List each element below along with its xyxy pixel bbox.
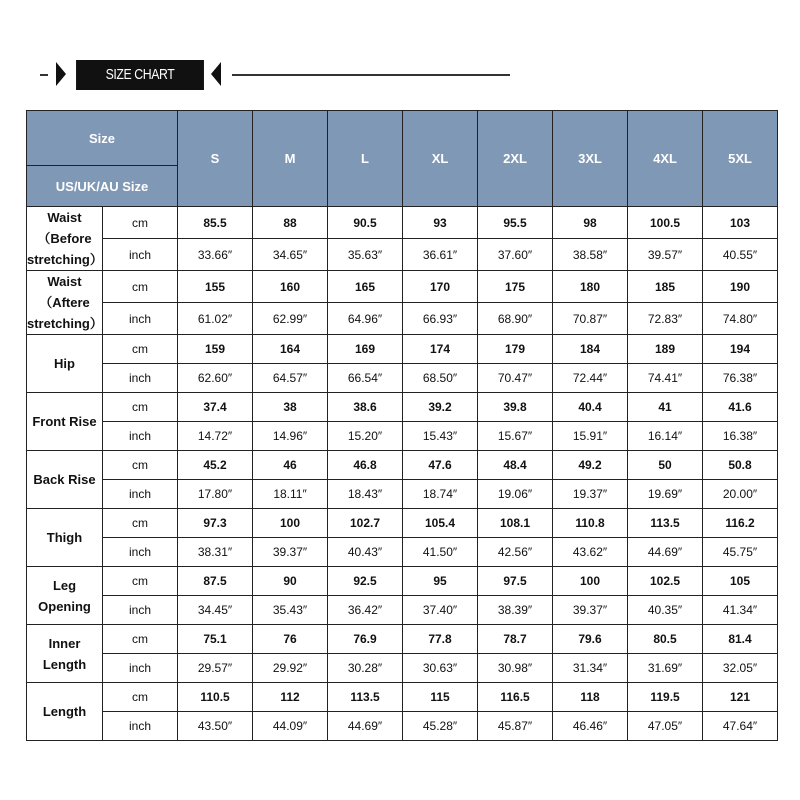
cell-cm: 45.2 <box>178 451 253 480</box>
cell-inch: 19.06″ <box>478 480 553 509</box>
cell-inch: 38.39″ <box>478 596 553 625</box>
cell-cm: 118 <box>553 683 628 712</box>
size-col-s: S <box>178 111 253 207</box>
cell-cm: 155 <box>178 271 253 303</box>
cell-inch: 36.42″ <box>328 596 403 625</box>
cell-cm: 165 <box>328 271 403 303</box>
cell-inch: 29.92″ <box>253 654 328 683</box>
cell-cm: 100.5 <box>628 207 703 239</box>
cell-inch: 15.67″ <box>478 422 553 451</box>
measurement-label <box>27 335 103 393</box>
cell-cm: 48.4 <box>478 451 553 480</box>
cell-inch: 20.00″ <box>703 480 778 509</box>
cell-cm: 174 <box>403 335 478 364</box>
unit-inch: inch <box>103 239 178 271</box>
measurement-rows <box>27 207 778 741</box>
unit-cm: cm <box>103 509 178 538</box>
cell-inch: 68.50″ <box>403 364 478 393</box>
size-col-m: M <box>253 111 328 207</box>
unit-inch: inch <box>103 480 178 509</box>
size-chart-table <box>26 110 778 741</box>
cell-inch: 44.69″ <box>328 712 403 741</box>
unit-inch: inch <box>103 303 178 335</box>
unit-inch: inch <box>103 364 178 393</box>
unit-cm: cm <box>103 271 178 303</box>
cell-cm: 95 <box>403 567 478 596</box>
cell-cm: 189 <box>628 335 703 364</box>
cell-cm: 90.5 <box>328 207 403 239</box>
cell-inch: 40.55″ <box>703 239 778 271</box>
cell-inch: 31.34″ <box>553 654 628 683</box>
cell-cm: 185 <box>628 271 703 303</box>
cell-inch: 62.60″ <box>178 364 253 393</box>
cell-cm: 190 <box>703 271 778 303</box>
unit-inch: inch <box>103 422 178 451</box>
cell-inch: 14.96″ <box>253 422 328 451</box>
table-row <box>27 393 778 422</box>
measurement-label <box>27 683 103 741</box>
cell-cm: 119.5 <box>628 683 703 712</box>
measurement-label-text: Waist （Before stretching） <box>27 210 103 267</box>
cell-inch: 39.37″ <box>253 538 328 567</box>
cell-cm: 79.6 <box>553 625 628 654</box>
cell-cm: 100 <box>253 509 328 538</box>
cell-inch: 47.64″ <box>703 712 778 741</box>
cell-cm: 50.8 <box>703 451 778 480</box>
cell-cm: 180 <box>553 271 628 303</box>
measurement-label <box>27 625 103 683</box>
cell-cm: 108.1 <box>478 509 553 538</box>
cell-cm: 46.8 <box>328 451 403 480</box>
banner-ribbon-tail-left <box>56 62 66 86</box>
cell-inch: 36.61″ <box>403 239 478 271</box>
banner-ribbon-tail-right <box>211 62 221 86</box>
cell-cm: 97.3 <box>178 509 253 538</box>
unit-cm: cm <box>103 683 178 712</box>
table-row <box>27 538 778 567</box>
cell-cm: 77.8 <box>403 625 478 654</box>
cell-inch: 37.60″ <box>478 239 553 271</box>
cell-cm: 40.4 <box>553 393 628 422</box>
cell-inch: 66.93″ <box>403 303 478 335</box>
size-col-3xl: 3XL <box>553 111 628 207</box>
cell-cm: 39.2 <box>403 393 478 422</box>
unit-cm: cm <box>103 567 178 596</box>
cell-cm: 100 <box>553 567 628 596</box>
cell-cm: 170 <box>403 271 478 303</box>
measurement-label-text: Back Rise <box>33 472 96 487</box>
cell-inch: 18.11″ <box>253 480 328 509</box>
cell-cm: 47.6 <box>403 451 478 480</box>
cell-inch: 70.87″ <box>553 303 628 335</box>
cell-cm: 38 <box>253 393 328 422</box>
table-row <box>27 364 778 393</box>
measurement-label <box>27 393 103 451</box>
cell-cm: 115 <box>403 683 478 712</box>
cell-inch: 40.43″ <box>328 538 403 567</box>
cell-inch: 45.75″ <box>703 538 778 567</box>
cell-cm: 37.4 <box>178 393 253 422</box>
cell-inch: 34.65″ <box>253 239 328 271</box>
cell-cm: 80.5 <box>628 625 703 654</box>
cell-cm: 87.5 <box>178 567 253 596</box>
cell-inch: 46.46″ <box>553 712 628 741</box>
cell-cm: 160 <box>253 271 328 303</box>
cell-cm: 121 <box>703 683 778 712</box>
size-col-2xl: 2XL <box>478 111 553 207</box>
cell-inch: 44.69″ <box>628 538 703 567</box>
banner-dash <box>40 74 48 76</box>
cell-cm: 105.4 <box>403 509 478 538</box>
size-col-5xl: 5XL <box>703 111 778 207</box>
cell-cm: 97.5 <box>478 567 553 596</box>
cell-inch: 29.57″ <box>178 654 253 683</box>
cell-inch: 16.14″ <box>628 422 703 451</box>
cell-cm: 90 <box>253 567 328 596</box>
table-row <box>27 567 778 596</box>
measurement-label <box>27 271 103 335</box>
unit-cm: cm <box>103 451 178 480</box>
table-row <box>27 509 778 538</box>
cell-inch: 19.37″ <box>553 480 628 509</box>
measurement-label-text: Front Rise <box>32 414 97 429</box>
cell-cm: 110.8 <box>553 509 628 538</box>
cell-cm: 116.2 <box>703 509 778 538</box>
unit-cm: cm <box>103 335 178 364</box>
cell-inch: 18.43″ <box>328 480 403 509</box>
cell-inch: 74.80″ <box>703 303 778 335</box>
banner-rule <box>232 74 510 76</box>
cell-inch: 35.43″ <box>253 596 328 625</box>
cell-cm: 194 <box>703 335 778 364</box>
cell-cm: 169 <box>328 335 403 364</box>
cell-cm: 112 <box>253 683 328 712</box>
cell-cm: 81.4 <box>703 625 778 654</box>
cell-inch: 37.40″ <box>403 596 478 625</box>
cell-cm: 50 <box>628 451 703 480</box>
cell-inch: 43.50″ <box>178 712 253 741</box>
cell-inch: 41.50″ <box>403 538 478 567</box>
cell-cm: 184 <box>553 335 628 364</box>
table-row <box>27 596 778 625</box>
cell-cm: 164 <box>253 335 328 364</box>
cell-inch: 33.66″ <box>178 239 253 271</box>
table-row <box>27 625 778 654</box>
cell-inch: 41.34″ <box>703 596 778 625</box>
cell-cm: 38.6 <box>328 393 403 422</box>
measurement-label-text: Thigh <box>46 530 83 545</box>
region-size-label: US/UK/AU Size <box>27 166 178 207</box>
size-col-l: L <box>328 111 403 207</box>
table-row <box>27 654 778 683</box>
cell-cm: 41 <box>628 393 703 422</box>
cell-inch: 64.57″ <box>253 364 328 393</box>
cell-cm: 116.5 <box>478 683 553 712</box>
cell-inch: 44.09″ <box>253 712 328 741</box>
cell-cm: 113.5 <box>628 509 703 538</box>
cell-cm: 102.5 <box>628 567 703 596</box>
measurement-label-text: Inner Length <box>42 635 87 672</box>
cell-cm: 159 <box>178 335 253 364</box>
cell-inch: 74.41″ <box>628 364 703 393</box>
table-row <box>27 303 778 335</box>
cell-cm: 76.9 <box>328 625 403 654</box>
cell-inch: 19.69″ <box>628 480 703 509</box>
cell-inch: 40.35″ <box>628 596 703 625</box>
cell-inch: 15.20″ <box>328 422 403 451</box>
table-row <box>27 712 778 741</box>
cell-inch: 72.83″ <box>628 303 703 335</box>
cell-inch: 64.96″ <box>328 303 403 335</box>
measurement-label <box>27 207 103 271</box>
measurement-label-text: Length <box>42 704 87 719</box>
cell-inch: 66.54″ <box>328 364 403 393</box>
unit-inch: inch <box>103 538 178 567</box>
cell-cm: 95.5 <box>478 207 553 239</box>
cell-inch: 45.87″ <box>478 712 553 741</box>
measurement-label <box>27 567 103 625</box>
cell-inch: 15.43″ <box>403 422 478 451</box>
cell-cm: 92.5 <box>328 567 403 596</box>
cell-inch: 38.58″ <box>553 239 628 271</box>
unit-cm: cm <box>103 393 178 422</box>
table-row <box>27 271 778 303</box>
cell-inch: 34.45″ <box>178 596 253 625</box>
table-row <box>27 422 778 451</box>
cell-inch: 70.47″ <box>478 364 553 393</box>
cell-inch: 17.80″ <box>178 480 253 509</box>
cell-cm: 88 <box>253 207 328 239</box>
cell-cm: 75.1 <box>178 625 253 654</box>
size-chart-title: SIZE CHART <box>76 60 204 90</box>
cell-cm: 98 <box>553 207 628 239</box>
cell-cm: 93 <box>403 207 478 239</box>
cell-inch: 43.62″ <box>553 538 628 567</box>
size-header-label: Size <box>27 111 178 166</box>
cell-inch: 30.98″ <box>478 654 553 683</box>
cell-inch: 30.63″ <box>403 654 478 683</box>
cell-cm: 103 <box>703 207 778 239</box>
size-col-4xl: 4XL <box>628 111 703 207</box>
table-row <box>27 451 778 480</box>
size-chart-banner <box>0 0 800 100</box>
cell-inch: 39.57″ <box>628 239 703 271</box>
cell-cm: 41.6 <box>703 393 778 422</box>
measurement-label-text: Leg Opening <box>38 577 91 614</box>
unit-inch: inch <box>103 596 178 625</box>
table-row <box>27 335 778 364</box>
cell-inch: 61.02″ <box>178 303 253 335</box>
table-row <box>27 239 778 271</box>
size-col-xl: XL <box>403 111 478 207</box>
cell-inch: 14.72″ <box>178 422 253 451</box>
unit-inch: inch <box>103 654 178 683</box>
measurement-label-text: Hip <box>54 356 75 371</box>
cell-inch: 45.28″ <box>403 712 478 741</box>
measurement-label-text: Waist （Aftere stretching） <box>27 274 103 331</box>
unit-cm: cm <box>103 207 178 239</box>
cell-cm: 110.5 <box>178 683 253 712</box>
cell-cm: 102.7 <box>328 509 403 538</box>
cell-inch: 30.28″ <box>328 654 403 683</box>
cell-inch: 31.69″ <box>628 654 703 683</box>
unit-cm: cm <box>103 625 178 654</box>
cell-inch: 35.63″ <box>328 239 403 271</box>
cell-inch: 68.90″ <box>478 303 553 335</box>
cell-cm: 105 <box>703 567 778 596</box>
cell-inch: 18.74″ <box>403 480 478 509</box>
cell-inch: 47.05″ <box>628 712 703 741</box>
cell-inch: 16.38″ <box>703 422 778 451</box>
cell-inch: 32.05″ <box>703 654 778 683</box>
cell-inch: 15.91″ <box>553 422 628 451</box>
cell-cm: 78.7 <box>478 625 553 654</box>
cell-cm: 39.8 <box>478 393 553 422</box>
cell-cm: 175 <box>478 271 553 303</box>
cell-inch: 76.38″ <box>703 364 778 393</box>
table-row <box>27 480 778 509</box>
cell-inch: 62.99″ <box>253 303 328 335</box>
unit-inch: inch <box>103 712 178 741</box>
table-row <box>27 683 778 712</box>
cell-inch: 72.44″ <box>553 364 628 393</box>
measurement-label <box>27 509 103 567</box>
cell-cm: 113.5 <box>328 683 403 712</box>
table-row <box>27 207 778 239</box>
cell-cm: 46 <box>253 451 328 480</box>
measurement-label <box>27 451 103 509</box>
cell-cm: 85.5 <box>178 207 253 239</box>
cell-cm: 49.2 <box>553 451 628 480</box>
cell-cm: 76 <box>253 625 328 654</box>
cell-inch: 39.37″ <box>553 596 628 625</box>
cell-cm: 179 <box>478 335 553 364</box>
cell-inch: 42.56″ <box>478 538 553 567</box>
cell-inch: 38.31″ <box>178 538 253 567</box>
